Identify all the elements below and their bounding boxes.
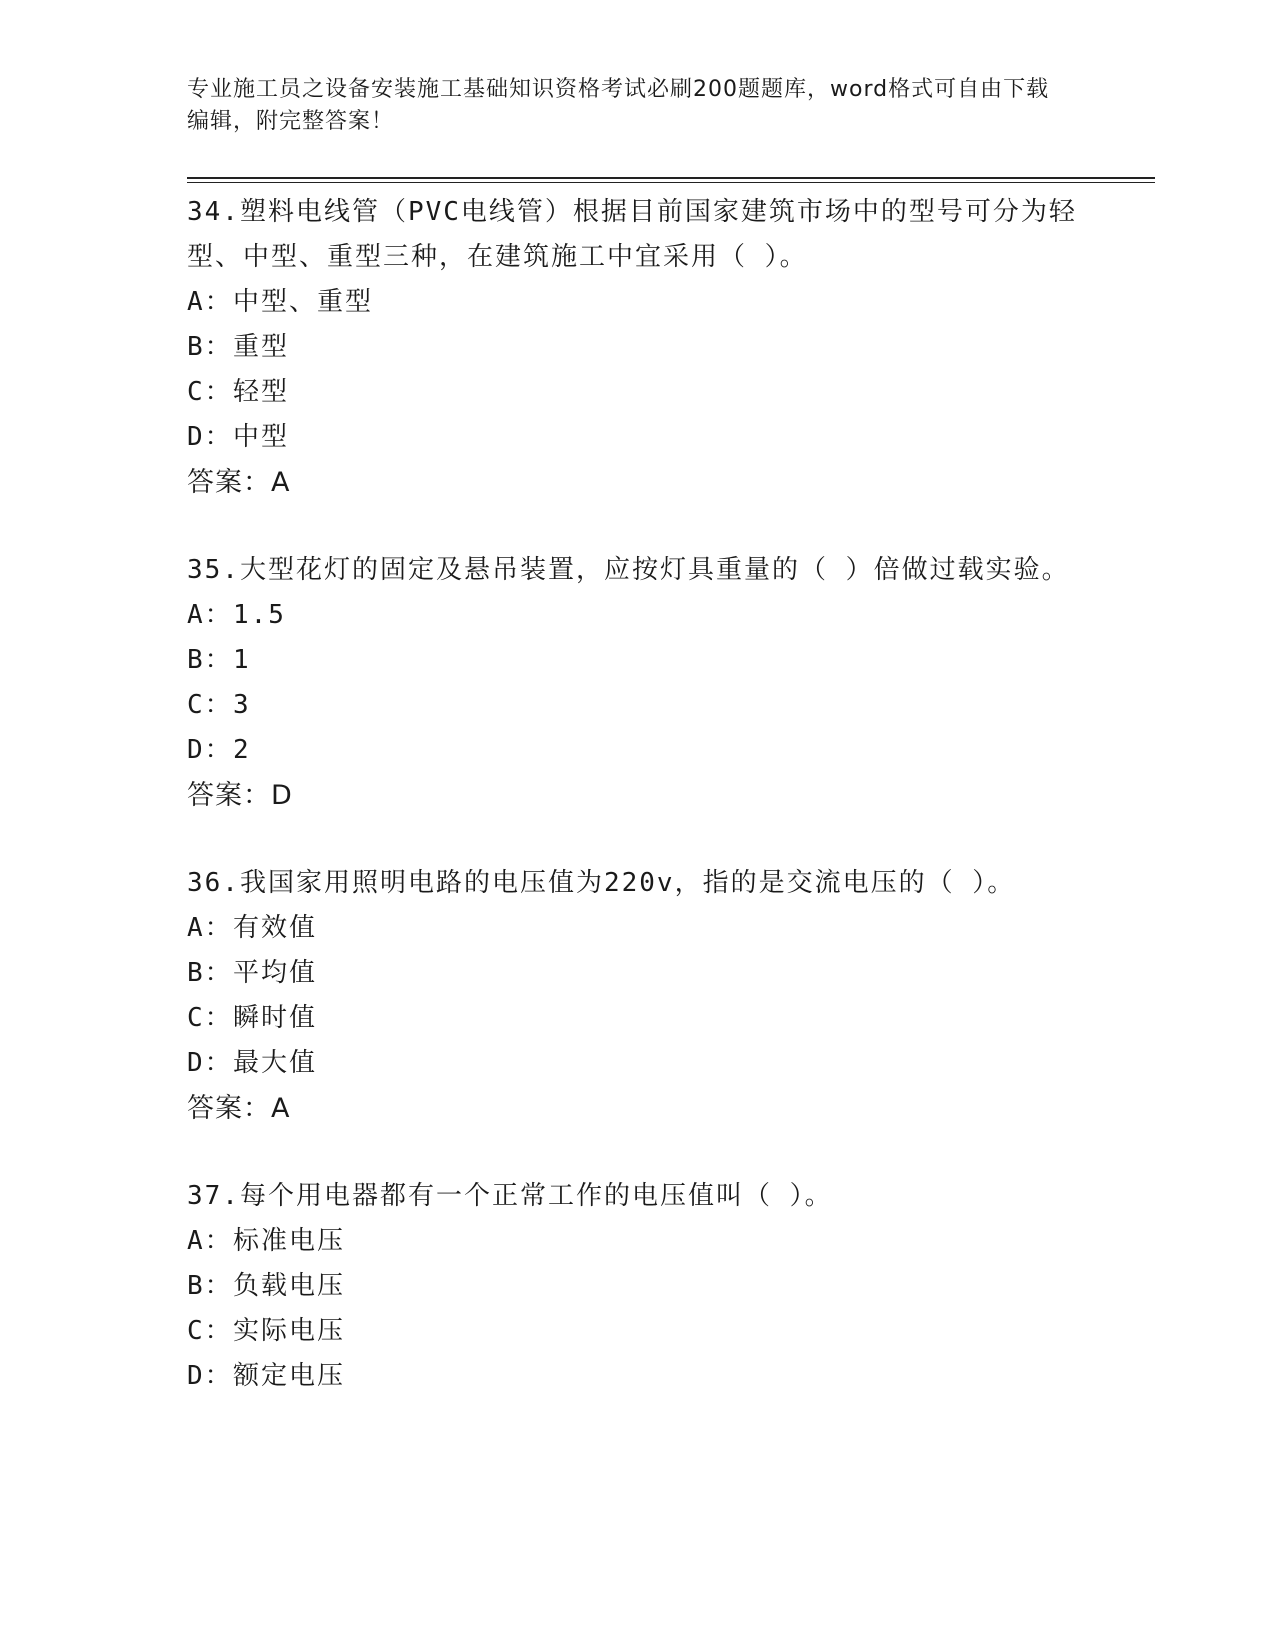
option-text: 重型 bbox=[233, 332, 290, 362]
option-b bbox=[187, 325, 1087, 370]
option-text: 中型 bbox=[233, 422, 290, 452]
option-text: 瞬时值 bbox=[233, 1003, 318, 1033]
question-37 bbox=[187, 1174, 1087, 1399]
option-letter: D： bbox=[187, 422, 233, 452]
option-c bbox=[187, 683, 1087, 728]
option-text: 2 bbox=[233, 735, 251, 765]
option-text: 轻型 bbox=[233, 377, 290, 407]
option-a bbox=[187, 906, 1087, 951]
option-d bbox=[187, 415, 1087, 460]
option-text: 负载电压 bbox=[233, 1271, 346, 1301]
option-letter: C： bbox=[187, 1316, 233, 1346]
option-d bbox=[187, 1041, 1087, 1086]
answer-line: 答案：A bbox=[187, 1093, 291, 1124]
option-letter: B： bbox=[187, 332, 233, 362]
question-34 bbox=[187, 190, 1087, 506]
option-a bbox=[187, 1219, 1087, 1264]
question-stem: 34.塑料电线管（PVC电线管）根据目前国家建筑市场中的型号可分为轻型、中型、重型三种，在建筑施工中宜采用（ ）。 bbox=[187, 197, 1077, 272]
option-text: 标准电压 bbox=[233, 1226, 346, 1256]
option-a bbox=[187, 280, 1087, 325]
header-divider-thick bbox=[187, 177, 1155, 179]
question-35 bbox=[187, 548, 1087, 819]
option-letter: A： bbox=[187, 1226, 233, 1256]
option-text: 1 bbox=[233, 645, 251, 675]
option-letter: C： bbox=[187, 690, 233, 720]
question-36 bbox=[187, 861, 1087, 1132]
option-letter: C： bbox=[187, 1003, 233, 1033]
option-text: 1.5 bbox=[233, 600, 286, 630]
question-stem: 36.我国家用照明电路的电压值为220v，指的是交流电压的（ ）。 bbox=[187, 868, 1016, 898]
option-b bbox=[187, 1264, 1087, 1309]
answer-line: 答案：D bbox=[187, 780, 293, 811]
option-letter: B： bbox=[187, 958, 233, 988]
option-letter: D： bbox=[187, 1048, 233, 1078]
option-c bbox=[187, 996, 1087, 1041]
option-c bbox=[187, 370, 1087, 415]
option-text: 最大值 bbox=[233, 1048, 318, 1078]
option-text: 平均值 bbox=[233, 958, 318, 988]
option-a bbox=[187, 593, 1087, 638]
option-b bbox=[187, 638, 1087, 683]
option-letter: A： bbox=[187, 287, 233, 317]
document-header: 专业施工员之设备安装施工基础知识资格考试必刷200题题库，word格式可自由下载编辑，附完整答案！ bbox=[187, 77, 1050, 134]
option-letter: B： bbox=[187, 645, 233, 675]
option-text: 额定电压 bbox=[233, 1361, 346, 1391]
question-stem: 37.每个用电器都有一个正常工作的电压值叫（ ）。 bbox=[187, 1181, 833, 1211]
question-stem: 35.大型花灯的固定及悬吊装置，应按灯具重量的（ ）倍做过载实验。 bbox=[187, 555, 1070, 585]
question-list bbox=[187, 190, 1087, 1441]
option-letter: C： bbox=[187, 377, 233, 407]
option-text: 3 bbox=[233, 690, 251, 720]
header-divider-thin bbox=[187, 182, 1155, 183]
option-letter: D： bbox=[187, 735, 233, 765]
option-text: 中型、重型 bbox=[233, 287, 374, 317]
option-letter: A： bbox=[187, 600, 233, 630]
option-c bbox=[187, 1309, 1087, 1354]
option-d bbox=[187, 1354, 1087, 1399]
option-text: 实际电压 bbox=[233, 1316, 346, 1346]
option-letter: B： bbox=[187, 1271, 233, 1301]
option-text: 有效值 bbox=[233, 913, 318, 943]
option-d bbox=[187, 728, 1087, 773]
option-letter: D： bbox=[187, 1361, 233, 1391]
option-b bbox=[187, 951, 1087, 996]
answer-line: 答案：A bbox=[187, 467, 291, 498]
option-letter: A： bbox=[187, 913, 233, 943]
